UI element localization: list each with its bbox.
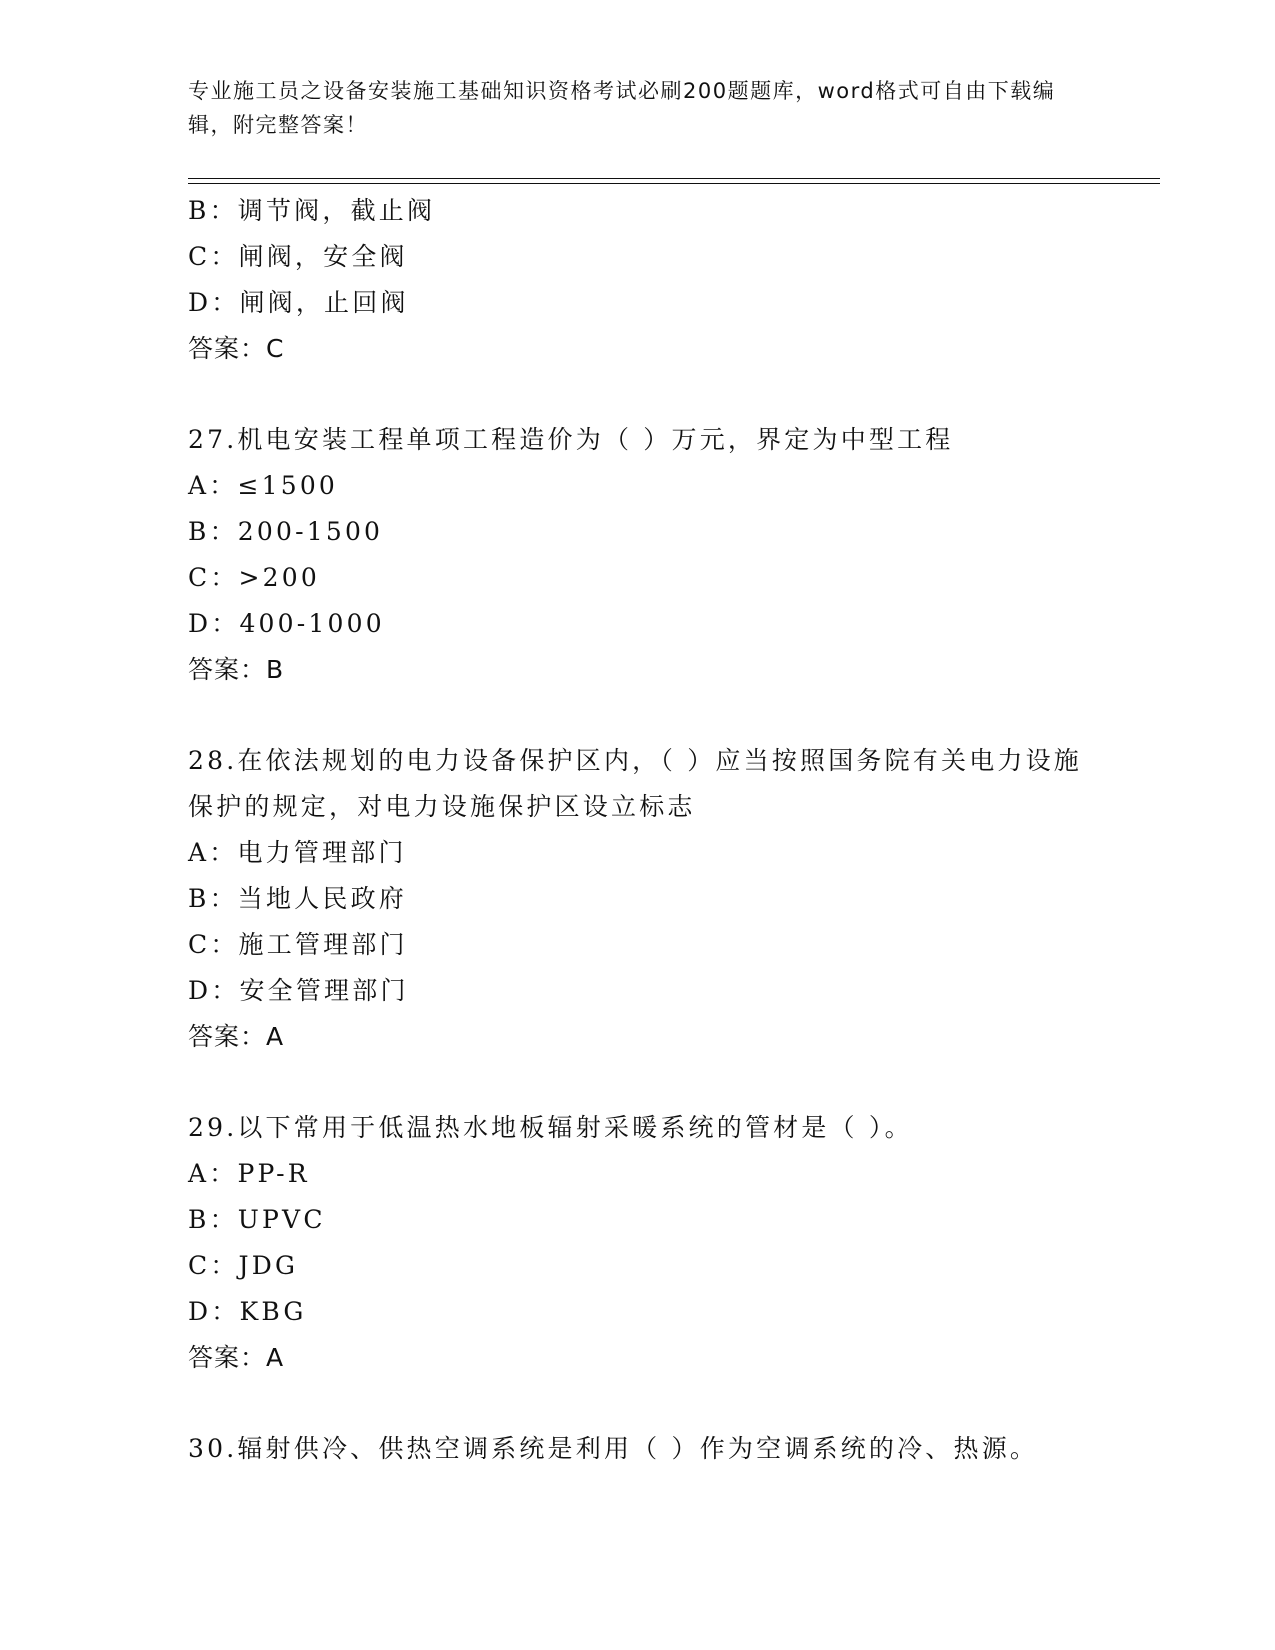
option-b: B：200-1500 — [188, 517, 384, 546]
previous-question-tail — [188, 188, 1088, 372]
question-gap — [188, 1060, 1088, 1105]
answer-line: 答案：A — [188, 1343, 285, 1372]
header-rule-bottom — [188, 183, 1160, 184]
question-content — [188, 188, 1088, 1472]
option-d: D：KBG — [188, 1297, 307, 1326]
question-text: 28.在依法规划的电力设备保护区内，（ ）应当按照国务院有关电力设施保护的规定，对电力设施保护区设立标志 — [188, 746, 1083, 821]
question-29 — [188, 1105, 1088, 1381]
option-a: A：PP-R — [188, 1159, 310, 1188]
option-b: B：调节阀，截止阀 — [188, 196, 436, 225]
answer-line: 答案：B — [188, 655, 285, 684]
question-text: 27.机电安装工程单项工程造价为（ ）万元，界定为中型工程 — [188, 425, 954, 454]
document-header: 专业施工员之设备安装施工基础知识资格考试必刷200题题库，word格式可自由下载编辑，附完整答案！ — [188, 79, 1056, 137]
question-gap — [188, 372, 1088, 417]
question-text: 30.辐射供冷、供热空调系统是利用（ ）作为空调系统的冷、热源。 — [188, 1434, 1039, 1463]
question-30 — [188, 1426, 1088, 1472]
option-a: A：≤1500 — [188, 471, 339, 500]
header-rule-top — [188, 178, 1160, 179]
option-c: C：JDG — [188, 1251, 299, 1280]
option-b: B：UPVC — [188, 1205, 326, 1234]
option-c: C：>200 — [188, 563, 320, 592]
question-gap — [188, 693, 1088, 738]
answer-line: 答案：C — [188, 334, 285, 363]
answer-line: 答案：A — [188, 1022, 285, 1051]
option-d: D：400-1000 — [188, 609, 385, 638]
option-b: B：当地人民政府 — [188, 884, 407, 913]
question-gap — [188, 1381, 1088, 1426]
option-c: C：闸阀，安全阀 — [188, 242, 408, 271]
option-a: A：电力管理部门 — [188, 838, 407, 867]
question-text: 29.以下常用于低温热水地板辐射采暖系统的管材是（ ）。 — [188, 1113, 913, 1142]
option-c: C：施工管理部门 — [188, 930, 408, 959]
question-27 — [188, 417, 1088, 693]
option-d: D：安全管理部门 — [188, 976, 409, 1005]
question-28 — [188, 738, 1088, 1060]
option-d: D：闸阀，止回阀 — [188, 288, 409, 317]
